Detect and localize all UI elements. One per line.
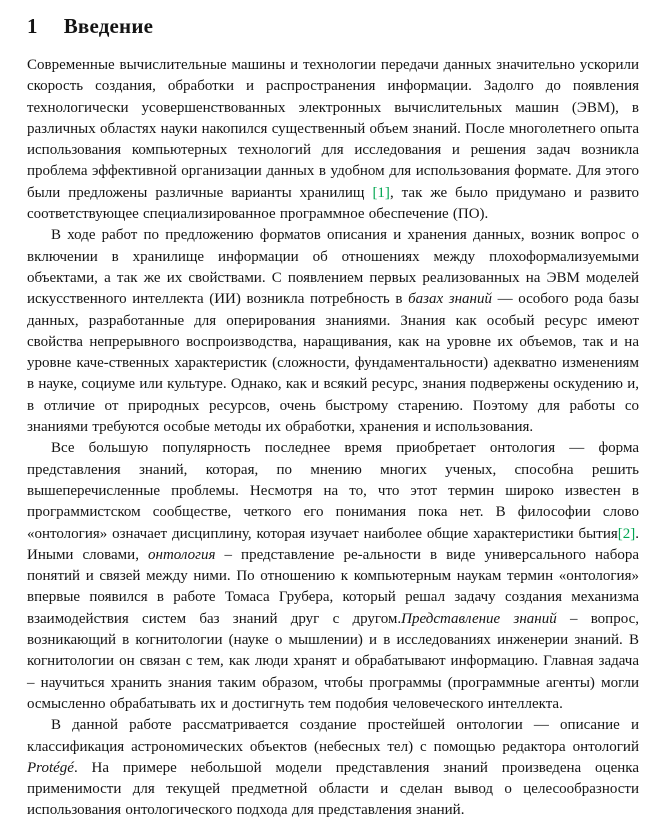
body-text: Современные вычислительные машины и технологии передачи данных значительно ускорили скорость создания, обработки и распространения информации. Задолго до появления технологически усовершенствованных электронных вычислительных машин (ЭВМ), в различных областях науки накопился существенный объем знаний. После многолетнего опыта использования компьютерных технологий для исследования и решения задач возникла проблема эффективной организации данных в удобном для использования формате. Для этого были предложены различные варианты хранилищ (27, 57, 639, 201)
section-number: 1 (27, 14, 38, 38)
body-text: Все большую популярность последнее время приобретает онтология — форма представления знаний, которая, по мнению многих ученых, способна решить вышеперечисленные проблемы. Несмотря на то, что этот термин широко известен в программистском сообществе, четкого его понимания пока нет. В философии слово «онтология» означает дисциплину, которая изучает наиболее общие характеристики бытия (27, 440, 639, 542)
paragraph (27, 438, 639, 715)
emphasized-text: онтология (148, 546, 216, 563)
section-heading (27, 14, 639, 39)
emphasized-text: Представление знаний (401, 610, 557, 627)
section-title: Введение (63, 14, 154, 38)
citation-link[interactable]: [1] (372, 184, 390, 201)
body-text: . На примере небольшой модели представления знаний произведена оценка применимости для текущей предметной области и сделан вывод о целесообразности использования онтологического подхода для представления знаний. (27, 759, 639, 819)
body-text: В ходе работ по предложению форматов описания и хранения данных, возник вопрос о включении в хранилище информации об отношениях между плохоформализуемыми объектами, а так же их свойствами. С появлением первых реализованных на ЭВМ моделей искусственного интеллекта (ИИ) возникла потребность в (27, 227, 639, 308)
body-text: . Иными словами, (27, 525, 639, 563)
body-text: В данной работе рассматривается создание простейшей онтологии — описание и классификация астрономических объектов (небесных тел) с помощью редактора онтологий (27, 717, 639, 755)
body-text: – вопрос, возникающий в когнитологии (науке о мышлении) и в исследованиях инженерии знаний. В когнитологии он связан с тем, как люди хранят и обрабатывают информацию. Главная задача – научиться хранить знания таким образом, чтобы программы (программные агенты) могли осмысленно обрабатывать их и достигнуть тем подобия человеческого интеллекта. (27, 610, 639, 712)
body-text: — особого рода базы данных, разработанные для оперирования знаниями. Знания как особый ресурс имеют свойства непрерывного воспроизводства, наращивания, как на уровне их объемов, так и на уровне каче-ственных характеристик (сложности, фундаментальности) адекватно изменениям в науке, социуме или культуре. Однако, как и всякий ресурс, знания подвержены оскудению и, в отличие от природных ресурсов, очень быстрому старению. Поэтому для работы со знаниями требуются особые методы их обработки, хранения и использования. (27, 291, 639, 436)
emphasized-text: Protégé (27, 759, 74, 776)
paragraph (27, 55, 639, 225)
body-text: , так же было придумано и развито соответствующее специализированное программное обеспечение (ПО). (27, 184, 640, 223)
paragraph (27, 715, 639, 820)
citation-link[interactable]: [2] (617, 525, 636, 542)
paragraph (27, 225, 639, 438)
document-body (27, 55, 639, 820)
emphasized-text: базах знаний (408, 291, 492, 308)
body-text: – представление ре-альности в виде универсального набора понятий и связей между ними. По отношению к компьютерным наукам термин «онтология» впервые появился в работе Томаса Грубера, который решал задачу создания механизма взаимодействия систем баз знаний друг с другом. (27, 546, 639, 627)
